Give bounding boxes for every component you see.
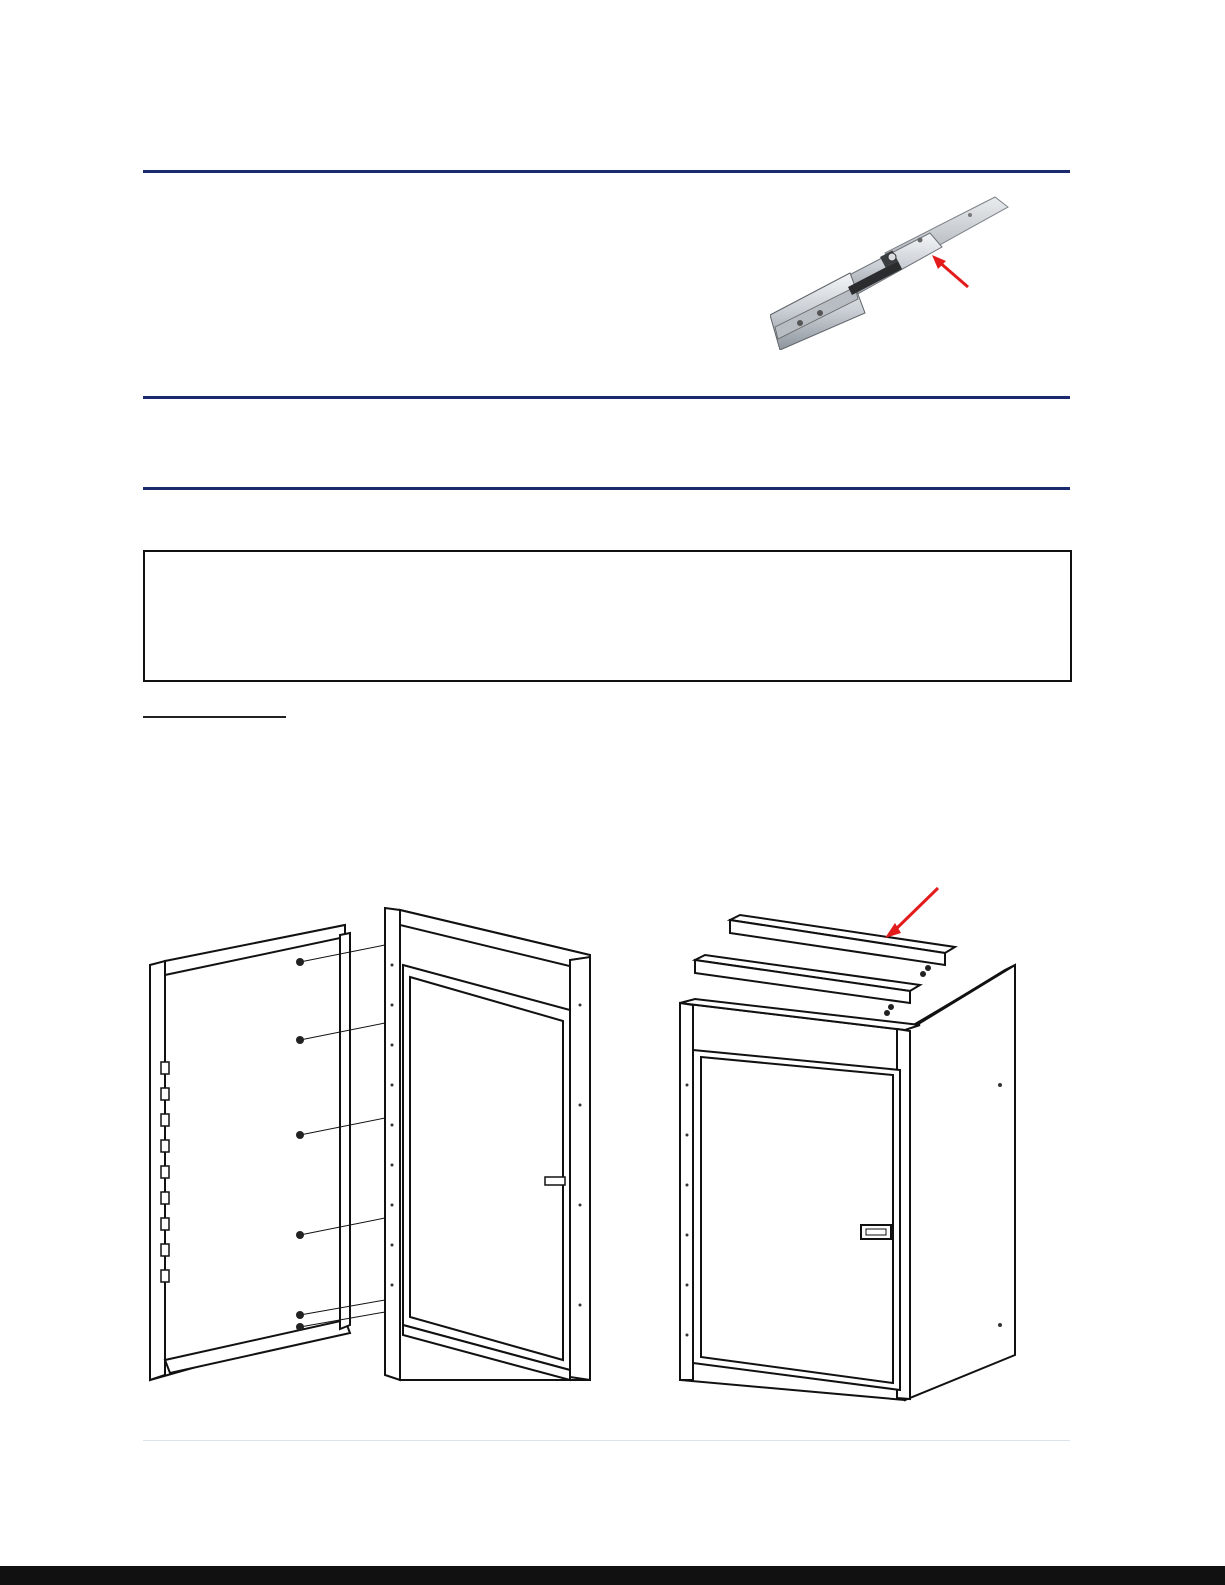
section-divider-top	[143, 170, 1070, 173]
cabinet-exploded-figure	[145, 905, 605, 1390]
page-bottom-bar	[0, 1566, 1225, 1585]
cabinet-assembled-icon	[675, 885, 1020, 1410]
drawer-slide-figure	[770, 195, 1010, 350]
section-divider-middle	[143, 396, 1070, 399]
footer-divider	[143, 1440, 1070, 1441]
drawer-slide-icon	[770, 195, 1010, 350]
note-box	[143, 550, 1072, 682]
section-divider-lower	[143, 487, 1070, 490]
cabinet-exploded-icon	[145, 905, 605, 1390]
section-heading-underline	[143, 716, 286, 718]
cabinet-assembled-figure	[675, 885, 1020, 1410]
